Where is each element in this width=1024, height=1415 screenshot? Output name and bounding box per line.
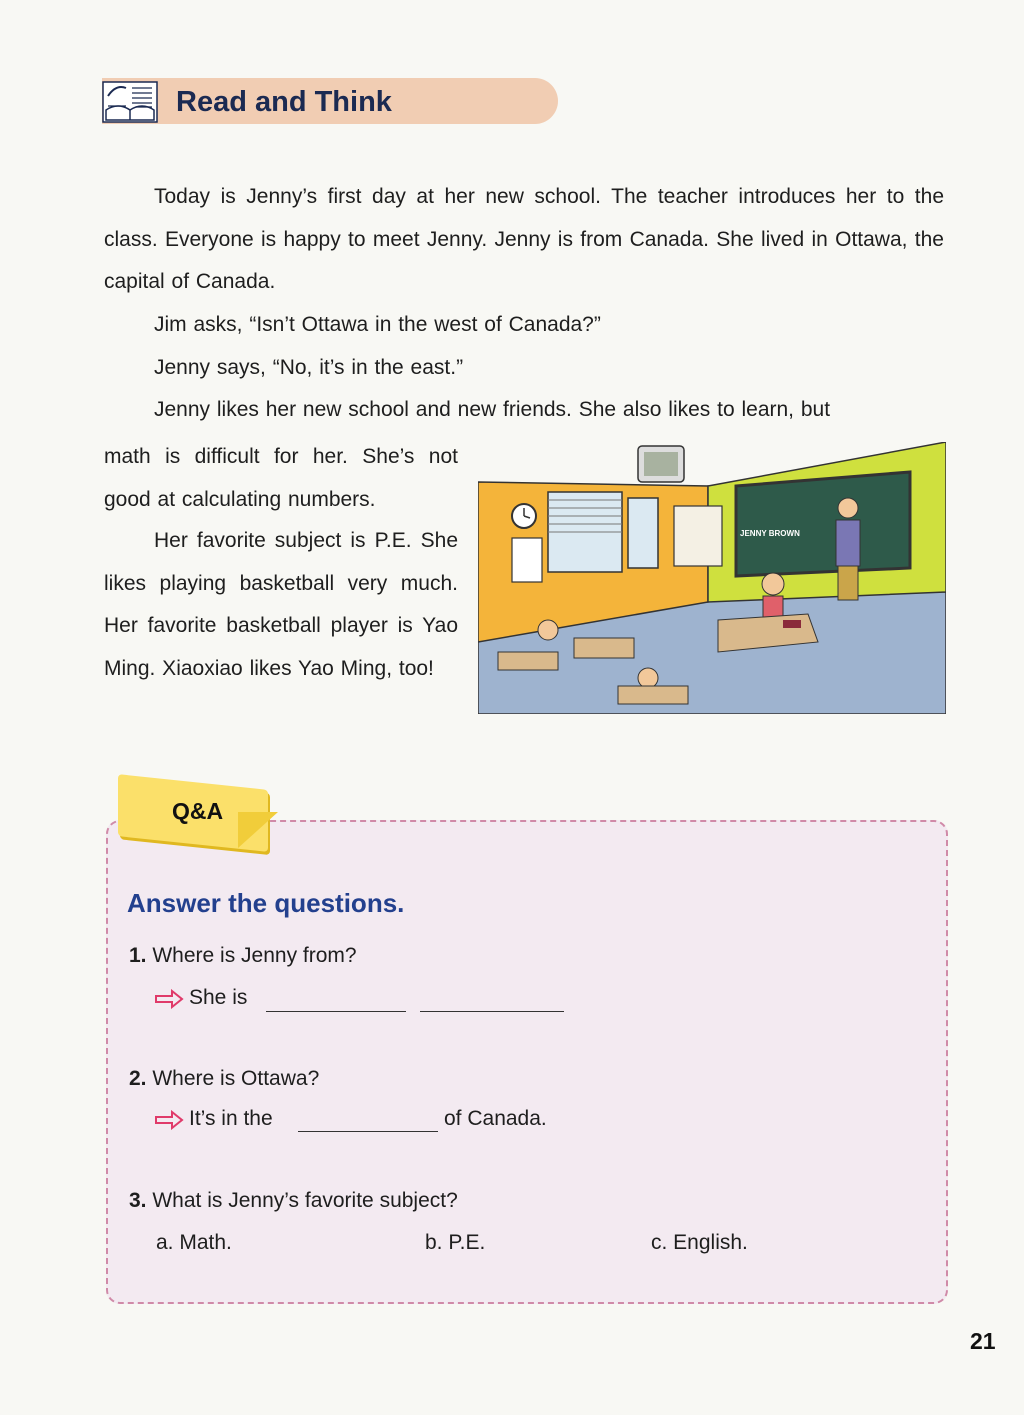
- paragraph-4-continued: math is difficult for her. She’s not good at calculating numbers.: [104, 445, 458, 511]
- section-title: Read and Think: [176, 86, 392, 118]
- answer-blank[interactable]: [266, 1011, 406, 1012]
- answer-suffix: of Canada.: [444, 1107, 547, 1130]
- paragraph-4: Jenny likes her new school and new friends. She also likes to learn, but: [154, 398, 831, 421]
- classroom-illustration: [478, 442, 946, 714]
- paragraph-3: Jenny says, “No, it’s in the east.”: [154, 356, 464, 379]
- page-number: 21: [970, 1328, 996, 1354]
- qa-tab-label: Q&A: [172, 798, 224, 824]
- qa-instruction: Answer the questions.: [127, 888, 405, 918]
- answer-blank[interactable]: [298, 1131, 438, 1132]
- open-book-icon: [102, 80, 158, 124]
- right-arrow-icon: [154, 1110, 184, 1130]
- choice-a[interactable]: a. Math.: [156, 1231, 232, 1254]
- qa-tab-fold: [238, 812, 278, 848]
- blackboard-text: JENNY BROWN: [740, 529, 800, 538]
- answer-prefix: She is: [189, 986, 248, 1009]
- question-number: 1.: [129, 944, 147, 967]
- paragraph-1: Today is Jenny’s first day at her new school. The teacher introduces her to the class. Everyone is happy to meet Jenny. Jenny is from Canada. She lived in Ottawa, the capital of Canada.: [104, 185, 944, 293]
- question-text: Where is Ottawa?: [152, 1067, 320, 1090]
- paragraph-2: Jim asks, “Isn’t Ottawa in the west of Canada?”: [154, 313, 601, 336]
- choice-b[interactable]: b. P.E.: [425, 1231, 486, 1254]
- answer-prefix: It’s in the: [189, 1107, 273, 1130]
- right-arrow-icon: [154, 989, 184, 1009]
- question-3: [129, 1189, 458, 1213]
- question-text: Where is Jenny from?: [152, 944, 357, 967]
- question-number: 3.: [129, 1189, 147, 1212]
- question-number: 2.: [129, 1067, 147, 1090]
- question-1: [129, 944, 357, 968]
- answer-blank[interactable]: [420, 1011, 564, 1012]
- paragraph-5: Her favorite subject is P.E. She likes playing basketball very much. Her favorite basketball player is Yao Ming. Xiaoxiao likes Yao Ming, too!: [104, 529, 458, 680]
- question-2: [129, 1067, 319, 1091]
- choice-c[interactable]: c. English.: [651, 1231, 748, 1254]
- question-text: What is Jenny’s favorite subject?: [152, 1189, 458, 1212]
